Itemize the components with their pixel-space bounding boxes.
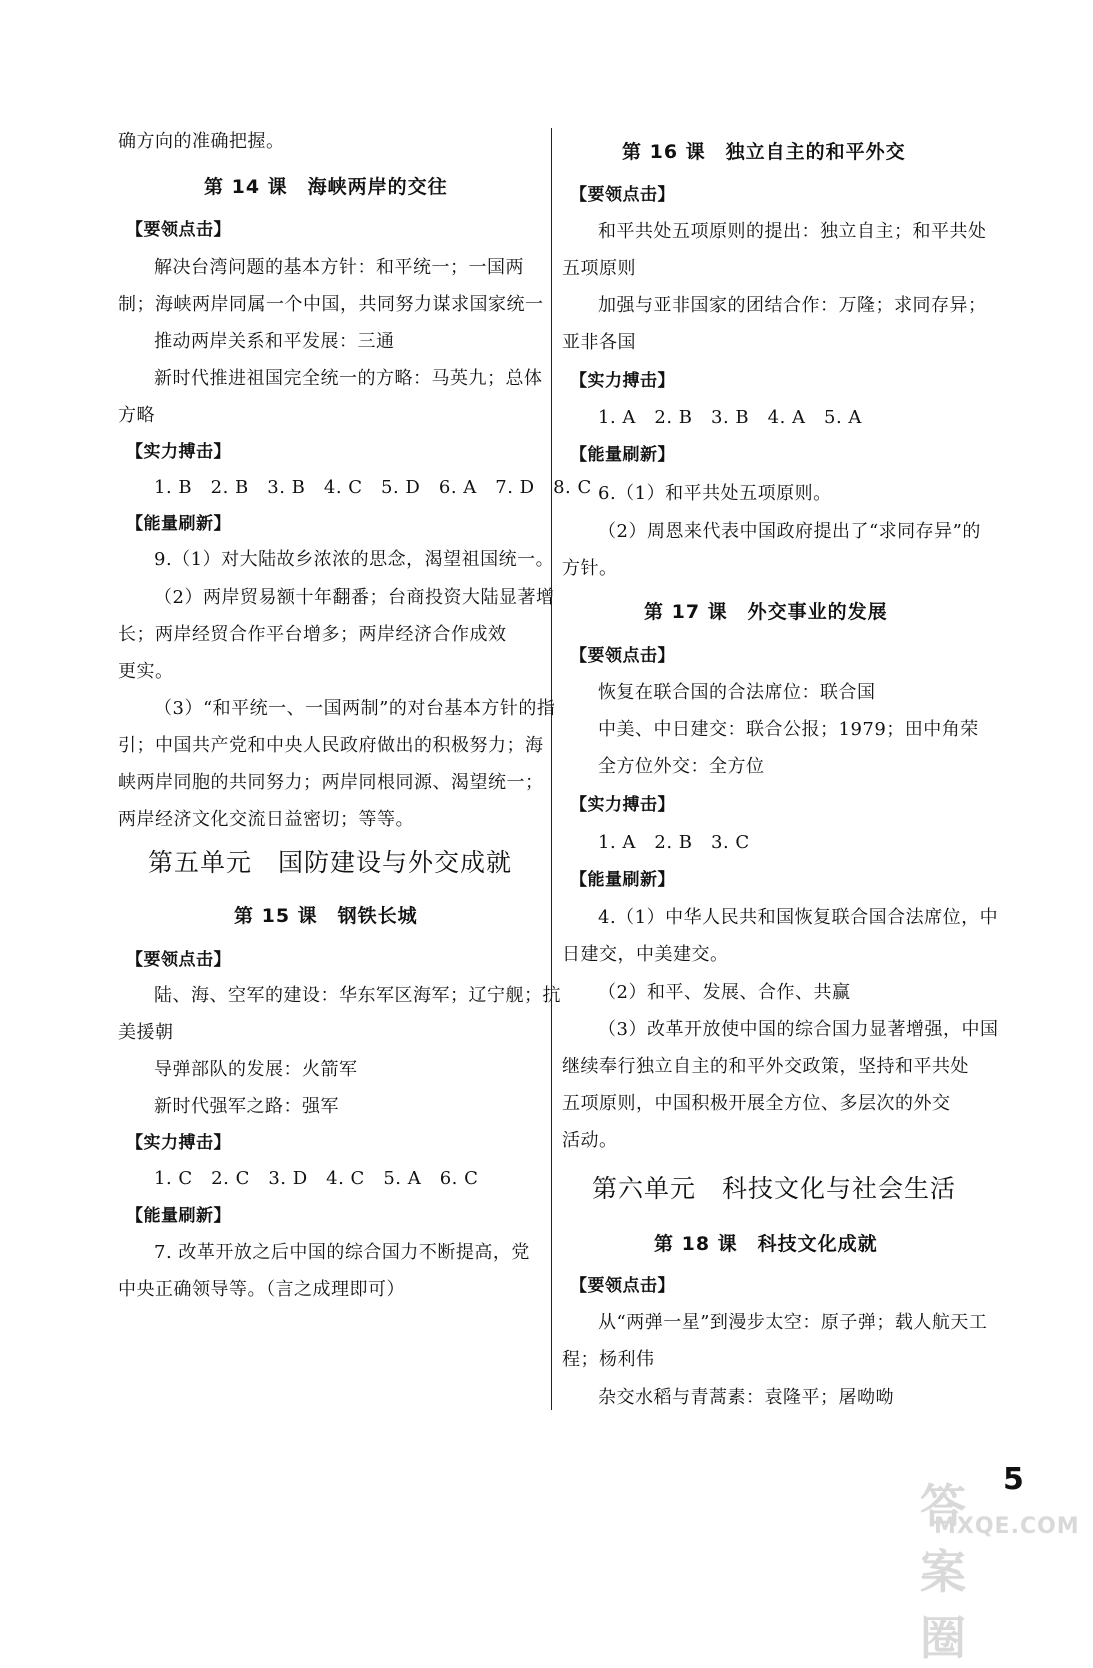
text-line: 两岸经济文化交流日益密切；等等。 bbox=[118, 809, 414, 830]
section-header-practice: 【实力搏击】 bbox=[570, 371, 675, 391]
text-line: 杂交水稻与青蒿素：袁隆平；屠呦呦 bbox=[598, 1387, 894, 1408]
section-header-practice: 【实力搏击】 bbox=[126, 1133, 231, 1153]
lesson-title-18: 第 18 课 科技文化成就 bbox=[654, 1233, 878, 1255]
text-line: （3）改革开放使中国的综合国力显著增强，中国 bbox=[598, 1019, 999, 1040]
section-header-practice: 【实力搏击】 bbox=[570, 795, 675, 815]
text-line: 恢复在联合国的合法席位：联合国 bbox=[598, 682, 876, 703]
text-line: 制；海峡两岸同属一个中国，共同努力谋求国家统一 bbox=[118, 294, 544, 315]
section-header-extension: 【能量刷新】 bbox=[570, 870, 675, 890]
text-line: 推动两岸关系和平发展：三通 bbox=[154, 331, 395, 352]
answer-line: 1. A 2. B 3. C bbox=[598, 832, 750, 853]
text-line: 中美、中日建交：联合公报；1979；田中角荣 bbox=[598, 719, 979, 740]
text-line: 亚非各国 bbox=[562, 332, 636, 353]
lesson-title-14: 第 14 课 海峡两岸的交往 bbox=[204, 176, 448, 198]
section-header-extension: 【能量刷新】 bbox=[570, 445, 675, 465]
text-line: 7. 改革开放之后中国的综合国力不断提高，党 bbox=[154, 1242, 530, 1263]
section-header-extension: 【能量刷新】 bbox=[126, 1206, 231, 1226]
unit-title-6: 第六单元 科技文化与社会生活 bbox=[592, 1174, 957, 1203]
text-line: （2）两岸贸易额十年翻番；台商投资大陆显著增 bbox=[154, 587, 555, 608]
text-line: 9.（1）对大陆故乡浓浓的思念，渴望祖国统一。 bbox=[154, 549, 555, 570]
text-line: （2）周恩来代表中国政府提出了“求同存异”的 bbox=[598, 521, 981, 542]
text-line: （2）和平、发展、合作、共赢 bbox=[598, 982, 851, 1003]
text-line: 从“两弹一星”到漫步太空：原子弹；载人航天工 bbox=[598, 1312, 988, 1333]
lesson-title-16: 第 16 课 独立自主的和平外交 bbox=[622, 141, 906, 163]
text-line: 美援朝 bbox=[118, 1022, 174, 1043]
text-line: 程；杨利伟 bbox=[562, 1349, 655, 1370]
text-line: 五项原则，中国积极开展全方位、多层次的外交 bbox=[562, 1093, 951, 1114]
text-line: 日建交，中美建交。 bbox=[562, 944, 729, 965]
page-number: 5 bbox=[1003, 1462, 1024, 1497]
text-line: 五项原则 bbox=[562, 258, 636, 279]
section-header-extension: 【能量刷新】 bbox=[126, 514, 231, 534]
text-line: 和平共处五项原则的提出：独立自主；和平共处 bbox=[598, 221, 987, 242]
text-line: 新时代强军之路：强军 bbox=[154, 1096, 339, 1117]
text-line: 6.（1）和平共处五项原则。 bbox=[598, 483, 832, 504]
text-line: 新时代推进祖国完全统一的方略：马英九；总体 bbox=[154, 368, 543, 389]
text-line: 全方位外交：全方位 bbox=[598, 756, 765, 777]
text-line: 导弹部队的发展：火箭军 bbox=[154, 1059, 358, 1080]
watermark-text: 答案圈 bbox=[920, 1479, 970, 1665]
text-line: 加强与亚非国家的团结合作：万隆；求同存异； bbox=[598, 295, 987, 316]
section-header-key-points: 【要领点击】 bbox=[126, 950, 231, 970]
unit-title-5: 第五单元 国防建设与外交成就 bbox=[148, 848, 513, 877]
text-line: 解决台湾问题的基本方针：和平统一；一国两 bbox=[154, 257, 524, 278]
watermark-url: MXQE.COM bbox=[934, 1514, 1080, 1539]
text-line: （3）“和平统一、一国两制”的对台基本方针的指 bbox=[154, 698, 556, 719]
answer-line: 1. A 2. B 3. B 4. A 5. A bbox=[598, 407, 862, 428]
answer-line: 1. C 2. C 3. D 4. C 5. A 6. C bbox=[154, 1168, 479, 1189]
lesson-title-15: 第 15 课 钢铁长城 bbox=[234, 905, 418, 927]
text-line: 确方向的准确把握。 bbox=[118, 131, 285, 152]
section-header-key-points: 【要领点击】 bbox=[570, 1276, 675, 1296]
section-header-key-points: 【要领点击】 bbox=[570, 185, 675, 205]
section-header-practice: 【实力搏击】 bbox=[126, 442, 231, 462]
answer-line: 1. B 2. B 3. B 4. C 5. D 6. A 7. D 8. C bbox=[154, 477, 592, 498]
lesson-title-17: 第 17 课 外交事业的发展 bbox=[644, 601, 888, 623]
text-line: 陆、海、空军的建设：华东军区海军；辽宁舰；抗 bbox=[154, 985, 561, 1006]
column-divider bbox=[551, 128, 552, 1410]
text-line: 方针。 bbox=[562, 558, 618, 579]
text-line: 4.（1）中华人民共和国恢复联合国合法席位，中 bbox=[598, 907, 999, 928]
text-line: 中央正确领导等。（言之成理即可） bbox=[118, 1279, 405, 1300]
text-line: 活动。 bbox=[562, 1130, 618, 1151]
text-line: 更实。 bbox=[118, 661, 174, 682]
section-header-key-points: 【要领点击】 bbox=[570, 646, 675, 666]
text-line: 长；两岸经贸合作平台增多；两岸经济合作成效 bbox=[118, 624, 507, 645]
section-header-key-points: 【要领点击】 bbox=[126, 220, 231, 240]
text-line: 峡两岸同胞的共同努力；两岸同根同源、渴望统一； bbox=[118, 772, 544, 793]
text-line: 方略 bbox=[118, 405, 155, 426]
text-line: 引；中国共产党和中央人民政府做出的积极努力；海 bbox=[118, 735, 544, 756]
text-line: 继续奉行独立自主的和平外交政策，坚持和平共处 bbox=[562, 1056, 969, 1077]
